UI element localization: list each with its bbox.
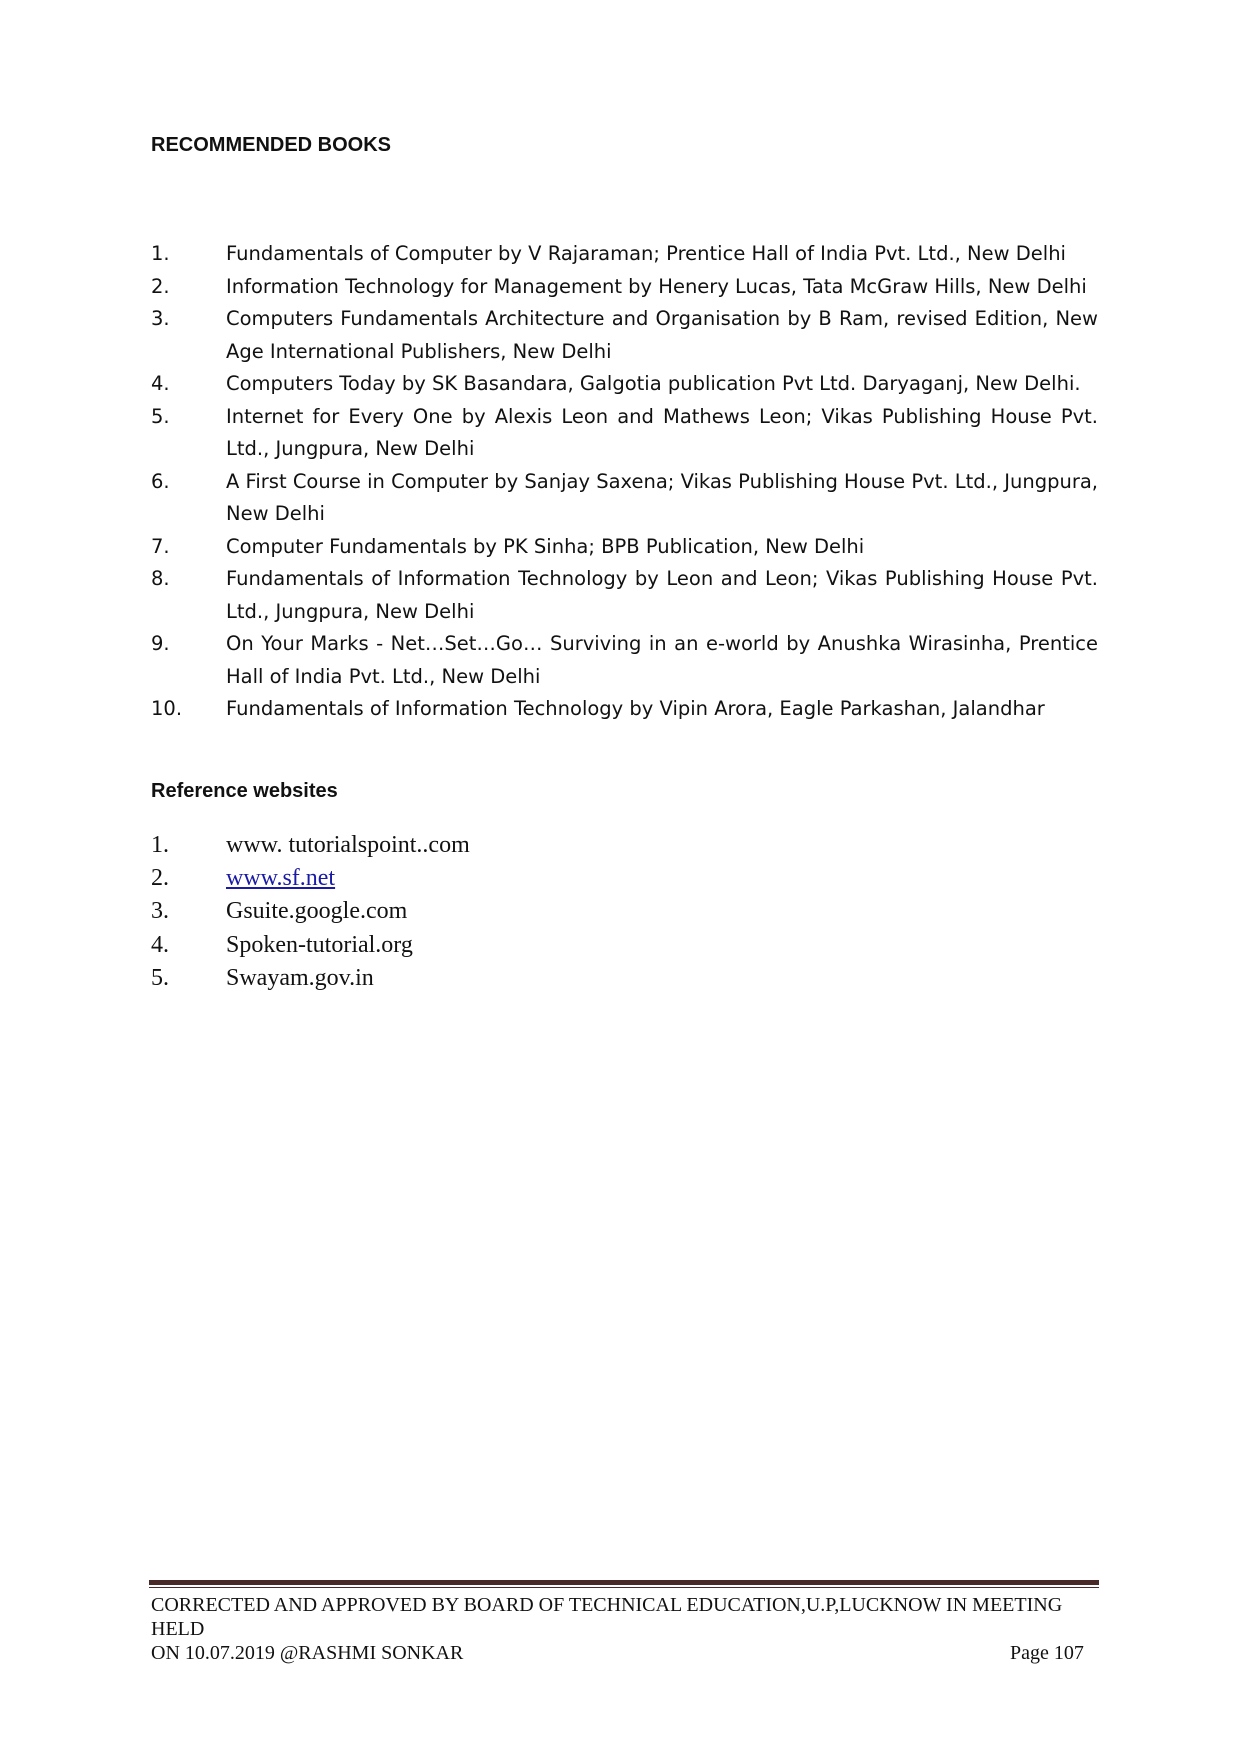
list-item-number: 5. — [151, 964, 169, 991]
list-item — [151, 466, 1098, 531]
list-item — [151, 628, 1098, 693]
footer-divider — [149, 1580, 1099, 1585]
list-item-number: 1. — [151, 242, 170, 265]
list-item-text: On Your Marks - Net…Set…Go… Surviving in an e-world by Anushka Wirasinha, Prentice Hall of India Pvt. Ltd., New Delhi — [226, 632, 1098, 688]
list-item-text: Fundamentals of Computer by V Rajaraman; Prentice Hall of India Pvt. Ltd., New Delhi — [226, 242, 1066, 265]
list-item-text: Internet for Every One by Alexis Leon and Mathews Leon; Vikas Publishing House Pvt. Ltd., Jungpura, New Delhi — [226, 404, 1098, 460]
footer-approval-note — [151, 1593, 1101, 1665]
page-number: Page 107 — [1010, 1642, 1084, 1664]
recommended-books-list — [151, 238, 1098, 726]
website-link[interactable]: www.sf.net — [226, 865, 336, 892]
list-item — [151, 271, 1098, 304]
reference-websites-heading: Reference websites — [151, 780, 338, 802]
list-item-number: 4. — [151, 931, 169, 958]
list-item — [151, 862, 470, 895]
list-item-number: 10. — [151, 697, 183, 720]
list-item-number: 8. — [151, 567, 170, 590]
list-item-number: 3. — [151, 898, 169, 925]
list-item-number: 1. — [151, 832, 169, 858]
list-item-text: Fundamentals of Information Technology by Leon and Leon; Vikas Publishing House Pvt. Ltd., Jungpura, New Delhi — [226, 567, 1098, 623]
list-item-text: A First Course in Computer by Sanjay Saxena; Vikas Publishing House Pvt. Ltd., Jungpura, New Delhi — [226, 469, 1098, 525]
list-item-text: Information Technology for Management by Henery Lucas, Tata McGraw Hills, New Delhi — [226, 274, 1087, 298]
list-item-text: Computer Fundamentals by PK Sinha; BPB Publication, New Delhi — [226, 534, 865, 558]
list-item — [151, 368, 1098, 401]
list-item — [151, 303, 1098, 368]
list-item-text: Computers Fundamentals Architecture and Organisation by B Ram, revised Edition, New Age International Publishers, New Delhi — [226, 307, 1098, 363]
footer-line-1: CORRECTED AND APPROVED BY BOARD OF TECHNICAL EDUCATION,U.P,LUCKNOW IN MEETING HELD — [151, 1594, 1063, 1640]
list-item — [151, 693, 1098, 726]
list-item-number: 4. — [151, 372, 170, 395]
list-item — [151, 895, 470, 928]
list-item — [151, 401, 1098, 466]
list-item-number: 5. — [151, 404, 170, 428]
list-item — [151, 929, 470, 962]
recommended-books-heading: RECOMMENDED BOOKS — [151, 134, 392, 156]
list-item — [151, 563, 1098, 628]
list-item-number: 6. — [151, 469, 170, 493]
list-item — [151, 829, 470, 862]
list-item — [151, 962, 470, 995]
list-item-number: 2. — [151, 274, 170, 298]
footer-line-2: ON 10.07.2019 @RASHMI SONKAR — [151, 1642, 464, 1664]
website-text: Spoken-tutorial.org — [226, 931, 413, 958]
footer-divider-thin — [149, 1587, 1099, 1588]
list-item-number: 3. — [151, 307, 170, 330]
website-text: Swayam.gov.in — [226, 964, 374, 991]
list-item-number: 9. — [151, 632, 170, 655]
website-text: www. tutorialspoint..com — [226, 832, 470, 858]
list-item-text: Fundamentals of Information Technology by Vipin Arora, Eagle Parkashan, Jalandhar — [226, 697, 1045, 720]
list-item — [151, 531, 1098, 564]
reference-websites-list — [151, 829, 470, 995]
list-item-text: Computers Today by SK Basandara, Galgotia publication Pvt Ltd. Daryaganj, New Delhi. — [226, 372, 1081, 395]
list-item — [151, 238, 1098, 271]
list-item-number: 2. — [151, 865, 169, 892]
website-text: Gsuite.google.com — [226, 898, 408, 925]
list-item-number: 7. — [151, 534, 170, 558]
